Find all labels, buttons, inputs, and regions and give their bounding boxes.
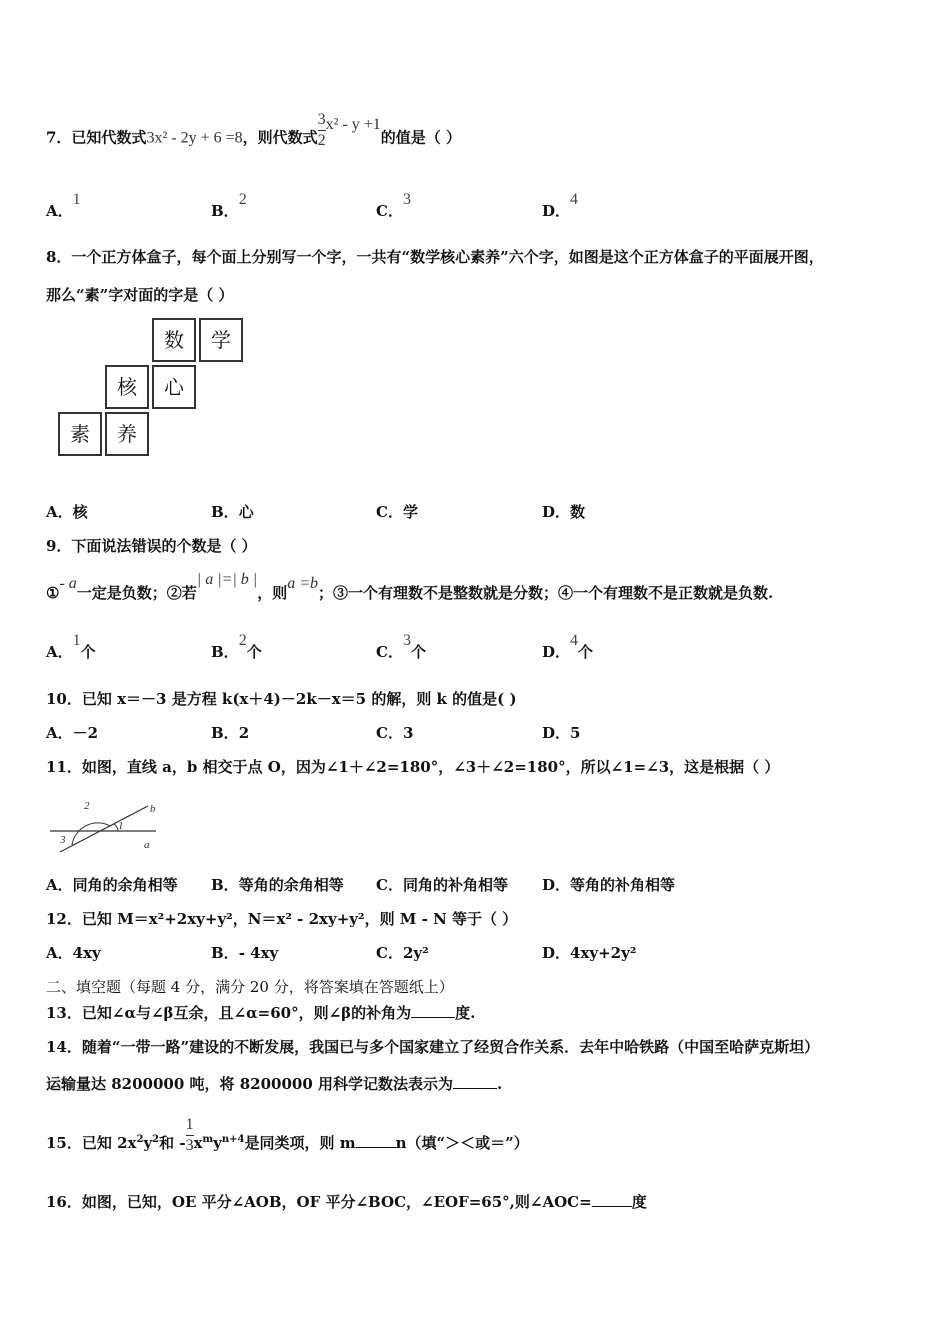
q15-stem: 15．已知 $2x^2y^2$和 - $\frac{1}{3}$ $x^my^{n+4}$是同类项，则 m n（填“＞＜或＝”） — [46, 1115, 529, 1154]
q11-option-c[interactable]: C．同角的补角相等 — [376, 876, 508, 894]
q12-option-c[interactable]: C．2y² — [376, 944, 429, 962]
q8-option-b[interactable]: B．心 — [211, 503, 254, 521]
q7-stem: 7．已知代数式3x² - 2y + 6 =8，则代数式 $\frac{3}{2}$ x² - y +1的值是（ ） — [46, 111, 462, 149]
q9-option-b[interactable]: B．2个 — [211, 632, 262, 661]
label-angle-2: 2 — [84, 800, 90, 812]
q8-option-c[interactable]: C．学 — [376, 503, 418, 521]
net-cell-xin: 心 — [152, 365, 196, 409]
q9-stem: 9．下面说法错误的个数是（ ） — [46, 537, 257, 555]
label-line-a: a — [144, 839, 150, 851]
q12-stem: 12．已知 M＝x²+2xy+y²，N＝x² - 2xy+y²，则 M - N 等于（ ） — [46, 910, 518, 928]
q11-option-b[interactable]: B．等角的余角相等 — [211, 876, 344, 894]
q12-option-a[interactable]: A．4xy — [46, 944, 101, 962]
label-line-b: b — [150, 803, 156, 815]
q11-stem: 11．如图，直线 a，b 相交于点 O，因为∠1＋∠2=180°，∠3＋∠2=180°，所以∠1=∠3，这是根据（ ） — [46, 758, 780, 776]
q10-option-d[interactable]: D．5 — [542, 724, 581, 742]
q10-option-a[interactable]: A．－2 — [46, 724, 99, 742]
net-cell-shu: 数 — [152, 318, 196, 362]
q7-option-d[interactable]: D．4 — [542, 191, 579, 220]
q14-answer-blank[interactable] — [453, 1074, 497, 1089]
label-angle-1: 1 — [118, 820, 124, 832]
net-cell-su: 素 — [58, 412, 102, 456]
q7-fraction: $\frac{3}{2}$ — [317, 111, 326, 149]
q14-stem-line1: 14．随着“一带一路”建设的不断发展，我国已与多个国家建立了经贸合作关系．去年中哈铁路（中国至哈萨克斯坦） — [46, 1038, 820, 1056]
q9-option-a[interactable]: A．1个 — [46, 632, 96, 661]
q9-option-d[interactable]: D．4个 — [542, 632, 594, 661]
q11-option-a[interactable]: A．同角的余角相等 — [46, 876, 178, 894]
line-b — [60, 806, 148, 852]
q13-stem: 13．已知∠α与∠β互余，且∠α=60°，则∠β的补角为 度. — [46, 1004, 476, 1022]
q8-stem-line1: 8．一个正方体盒子，每个面上分别写一个字，一共有“数学核心素养”六个字，如图是这个正方体盒子的平面展开图， — [46, 248, 824, 266]
q12-option-d[interactable]: D．4xy+2y² — [542, 944, 637, 962]
q10-option-b[interactable]: B．2 — [211, 724, 250, 742]
q10-option-c[interactable]: C．3 — [376, 724, 414, 742]
section-2-heading: 二、填空题（每题 4 分，满分 20 分，将答案填在答题纸上） — [46, 978, 454, 996]
q12-option-b[interactable]: B．- 4xy — [211, 944, 279, 962]
q8-option-d[interactable]: D．数 — [542, 503, 586, 521]
q7-expr2: x² - y +1 — [325, 115, 381, 133]
q16-answer-blank[interactable] — [592, 1192, 632, 1207]
q8-option-a[interactable]: A．核 — [46, 503, 88, 521]
q7-expr1: 3x² - 2y + 6 =8 — [146, 129, 243, 147]
intersecting-lines-figure — [48, 796, 168, 858]
q11-option-d[interactable]: D．等角的补角相等 — [542, 876, 676, 894]
q10-stem: 10．已知 x＝－3 是方程 k(x＋4)－2k－x＝5 的解，则 k 的值是( ) — [46, 690, 517, 708]
q16-stem: 16．如图，已知，OE 平分∠AOB，OF 平分∠BOC，∠EOF=65°,则∠AOC= 度 — [46, 1193, 647, 1211]
q7-option-c[interactable]: C．3 — [376, 191, 411, 220]
q7-option-a[interactable]: A．1 — [46, 191, 81, 220]
q8-stem-line2: 那么“素”字对面的字是（ ） — [46, 286, 234, 304]
q15-fraction: $\frac{1}{3}$ — [185, 1115, 194, 1154]
q15-answer-blank[interactable] — [356, 1133, 396, 1148]
q7-option-b[interactable]: B．2 — [211, 191, 247, 220]
q9-statements: ①- a一定是负数；②若| a |=| b |，则a =b；③一个有理数不是整数就是分数；④一个有理数不是正数就是负数. — [46, 571, 774, 602]
q13-answer-blank[interactable] — [411, 1003, 455, 1018]
label-angle-3: 3 — [60, 834, 66, 846]
q9-option-c[interactable]: C．3个 — [376, 632, 426, 661]
angle-2-arc — [72, 823, 110, 845]
net-cell-xue: 学 — [199, 318, 243, 362]
q14-stem-line2: 运输量达 8200000 吨，将 8200000 用科学记数法表示为 . — [46, 1075, 503, 1093]
net-cell-yang: 养 — [105, 412, 149, 456]
net-cell-he: 核 — [105, 365, 149, 409]
